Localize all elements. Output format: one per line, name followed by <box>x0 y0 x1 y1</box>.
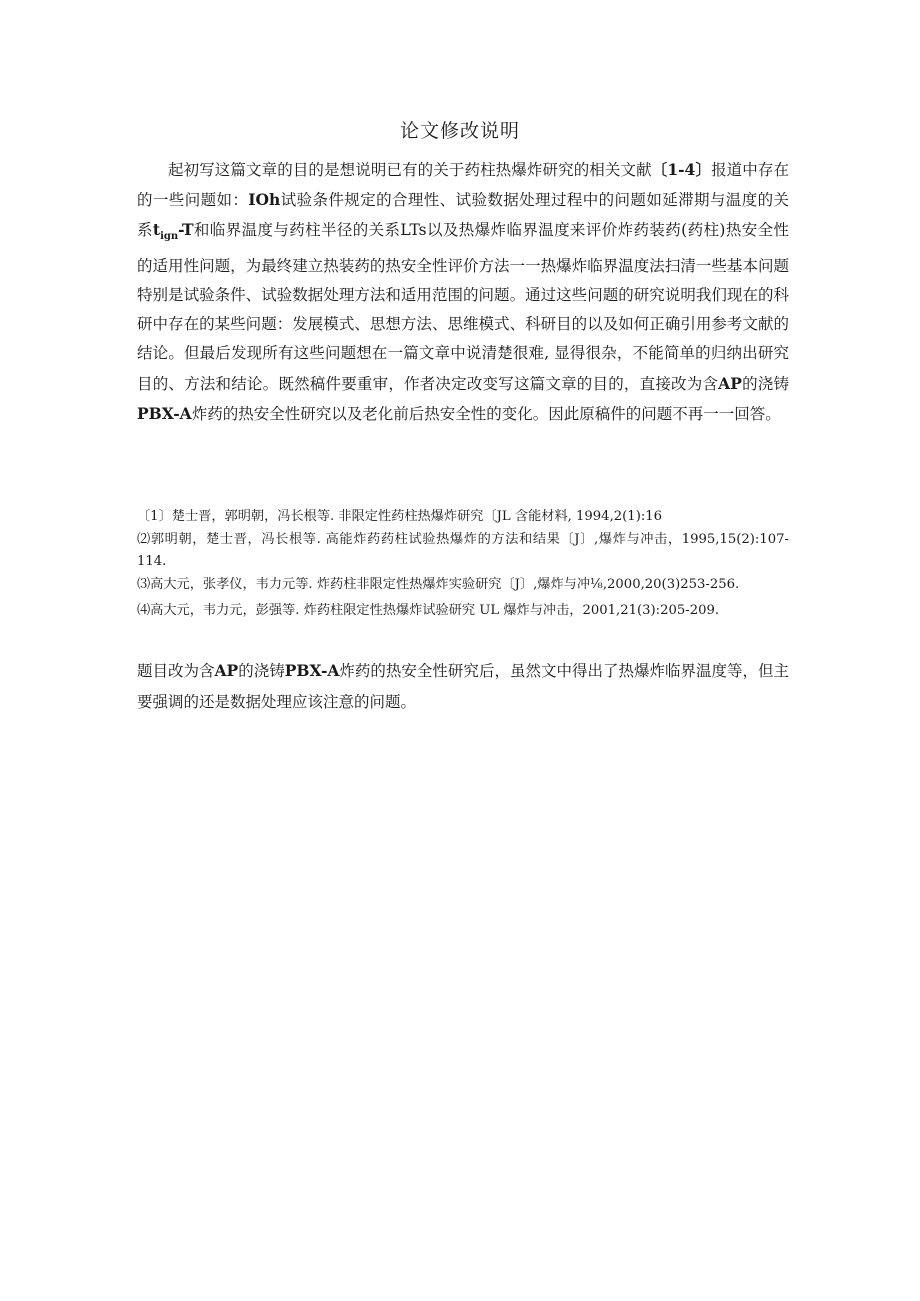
bold-term-tign-t <box>152 220 194 243</box>
reference-item-3: ⑶高大元，张孝仪，韦力元等. 炸药柱非限定性热爆炸实验研究〔J〕,爆炸与冲⅛,2000,20(3)253-256. <box>137 576 740 592</box>
body-text-6: 炸药的热安全性研究以及老化前后热安全性的变化。因此原稿件的问题不再一一回答。 <box>191 404 781 423</box>
reference-item-1: 〔1〕楚士晋，郭明朝，冯长根等. 非限定性药柱热爆炸研究〔JL 含能材料, 1994,2(1):16 <box>137 509 663 524</box>
body-text-1: 起初写这篇文章的目的是想说明已有的关于药柱热爆炸研究的相关文献 <box>168 161 652 179</box>
body-text-5: 的浇铸 <box>741 374 789 393</box>
closing-bold-ap: AP <box>214 661 239 680</box>
bold-term-ap: AP <box>718 373 742 393</box>
closing-text-3: 炸药的热安全性研究后，虽然文中得出了热爆炸临界温度等，但主要强调的还是数据处理应该注意的问题。 <box>137 662 789 711</box>
reference-item-2: ⑵郭明朝，楚士晋，冯长根等. 高能炸药药柱试验热爆炸的方法和结果〔J〕,爆炸与冲击，1995,15(2):107-114. <box>137 531 789 569</box>
closing-text-1: 题目改为含 <box>137 662 215 680</box>
bold-term-ioh: IOh <box>248 190 281 210</box>
closing-bold-pbx-a: PBX-A <box>284 661 340 680</box>
reference-list <box>137 506 789 623</box>
citation-range: 〔1-4〕 <box>651 160 712 179</box>
bold-term-pbx-a: PBX-A <box>137 403 192 423</box>
closing-text-2: 的浇铸 <box>238 662 285 680</box>
body-text-4: 和临界温度与药柱半径的关系LTs以及热爆炸临界温度来评价炸药装药(药柱)热安全性的适用性问题，为最终建立热装药的热安全性评价方法一一热爆炸临界温度法扫清一些基本问题特别是试验条件、试验数据处理方法和适用范围的问题。通过这些问题的研究说明我们现在的科研中存在的某些问题：发展模式、思想方法、思维模式、科研目的以及如何正确引用参考文献的结论。但最后发现所有这些问题想在一篇文章中说清楚很难, 显得很杂，不能简单的归纳出研究目的、方法和结论。既然稿件要重审，作者决定改变写这篇文章的目的，直接改为含 <box>137 221 789 393</box>
body-paragraph <box>137 155 789 429</box>
tign-tail: -T <box>178 220 194 240</box>
reference-item-4: ⑷高大元，韦力元，彭强等. 炸药柱限定性热爆炸试验研究 UL 爆炸与冲击，2001,21(3):205-209. <box>137 603 720 618</box>
tign-main: t <box>152 220 161 240</box>
body-text-2: 报道中存在的一些问题如： <box>137 161 789 210</box>
closing-paragraph <box>137 655 789 718</box>
document-title: 论文修改说明 <box>399 120 520 142</box>
body-text-3: 试验条件规定的合理性、试验数据处理过程中的问题如延滞期与温度的关系 <box>137 191 789 240</box>
tign-subscript: ign <box>160 231 179 243</box>
